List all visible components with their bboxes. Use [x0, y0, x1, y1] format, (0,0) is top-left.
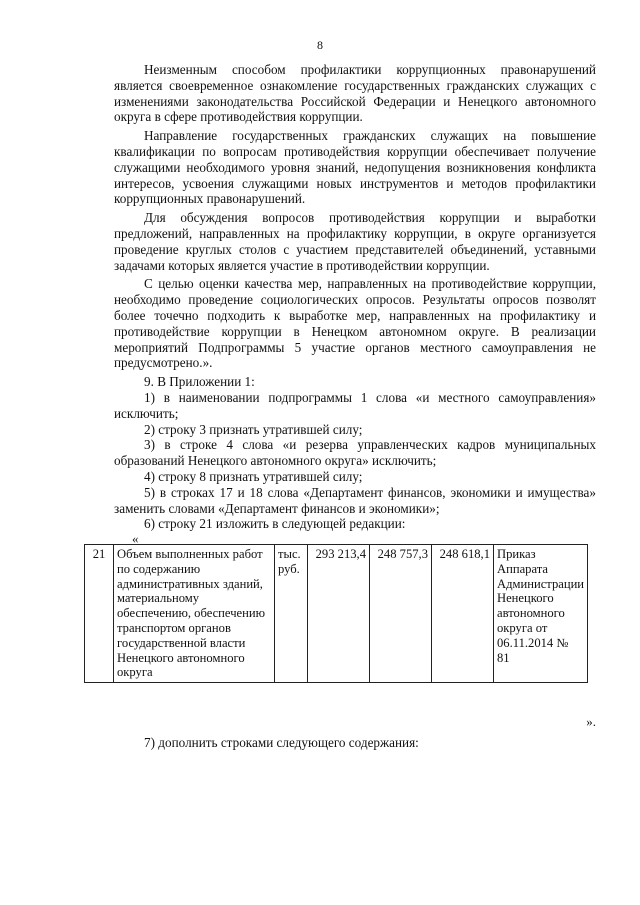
- list-item-4: 4) строку 8 признать утратившей силу;: [144, 468, 363, 484]
- open-quote: «: [132, 531, 139, 546]
- paragraph-4: С целью оценки качества мер, направленных на противодействие коррупции, необходимо проведение социологических опросов. Результаты опросов позволят более точечно подходить к выработке мер, направленных на профилактику и противодействие коррупции в Ненецком автономном округе. В реализации мероприятий Подпрограммы 5 участие органов местного самоуправления не предусмотрено.».: [114, 276, 596, 371]
- row-number: 21: [85, 545, 114, 683]
- value-cell-1: 293 213,4: [308, 545, 370, 683]
- table-row: [85, 545, 588, 683]
- list-item-5: 5) в строках 17 и 18 слова «Департамент финансов, экономики и имущества» заменить словами «Департамент финансов и экономики»;: [114, 484, 596, 516]
- list-item-3: 3) в строке 4 слова «и резерва управленческих кадров муниципальных образований Ненецкого автономного округа» исключить;: [114, 437, 596, 469]
- replacement-table: [84, 544, 588, 683]
- unit-cell: тыс. руб.: [275, 545, 308, 683]
- body-text: [114, 62, 596, 532]
- paragraph-3: Для обсуждения вопросов противодействия коррупции и выработки предложений, направленных на профилактику коррупции, в округе организуется проведение круглых столов с участием представителей объединений, уставными задачами которых является участие в противодействии коррупции.: [114, 210, 596, 273]
- source-document: Приказ Аппарата Администрации Ненецкого автономного округа от 06.11.2014 № 81: [494, 545, 588, 683]
- list-item-6: 6) строку 21 изложить в следующей редакции:: [144, 516, 406, 532]
- value-cell-2: 248 757,3: [370, 545, 432, 683]
- close-quote: ».: [586, 714, 596, 729]
- list-item-7: 7) дополнить строками следующего содержания:: [144, 735, 419, 750]
- list-item-1: 1) в наименовании подпрограммы 1 слова «и местного самоуправления» исключить;: [114, 389, 596, 421]
- page-number: 8: [317, 38, 323, 52]
- paragraph-2: Направление государственных гражданских служащих на повышение квалификации по вопросам противодействия коррупции обеспечивает получение служащими необходимого уровня знаний, недопущения возникновения конфликта интересов, усвоения служащими новых инструментов и методов профилактики коррупционных правонарушений.: [114, 128, 596, 207]
- value-cell-3: 248 618,1: [432, 545, 494, 683]
- list-item-2: 2) строку 3 признать утратившей силу;: [144, 421, 363, 437]
- paragraph-1: Неизменным способом профилактики коррупционных правонарушений является своевременное ознакомление государственных гражданских служащих с изменениями законодательства Российской Федерации и Ненецкого автономного округа в сфере противодействия коррупции.: [114, 62, 596, 125]
- item-9-heading: 9. В Приложении 1:: [144, 374, 255, 390]
- indicator-name: Объем выполненных работ по содержанию административных зданий, материальному обеспечению, обеспечению транспортом органов государственной власти Ненецкого автономного округа: [114, 545, 275, 683]
